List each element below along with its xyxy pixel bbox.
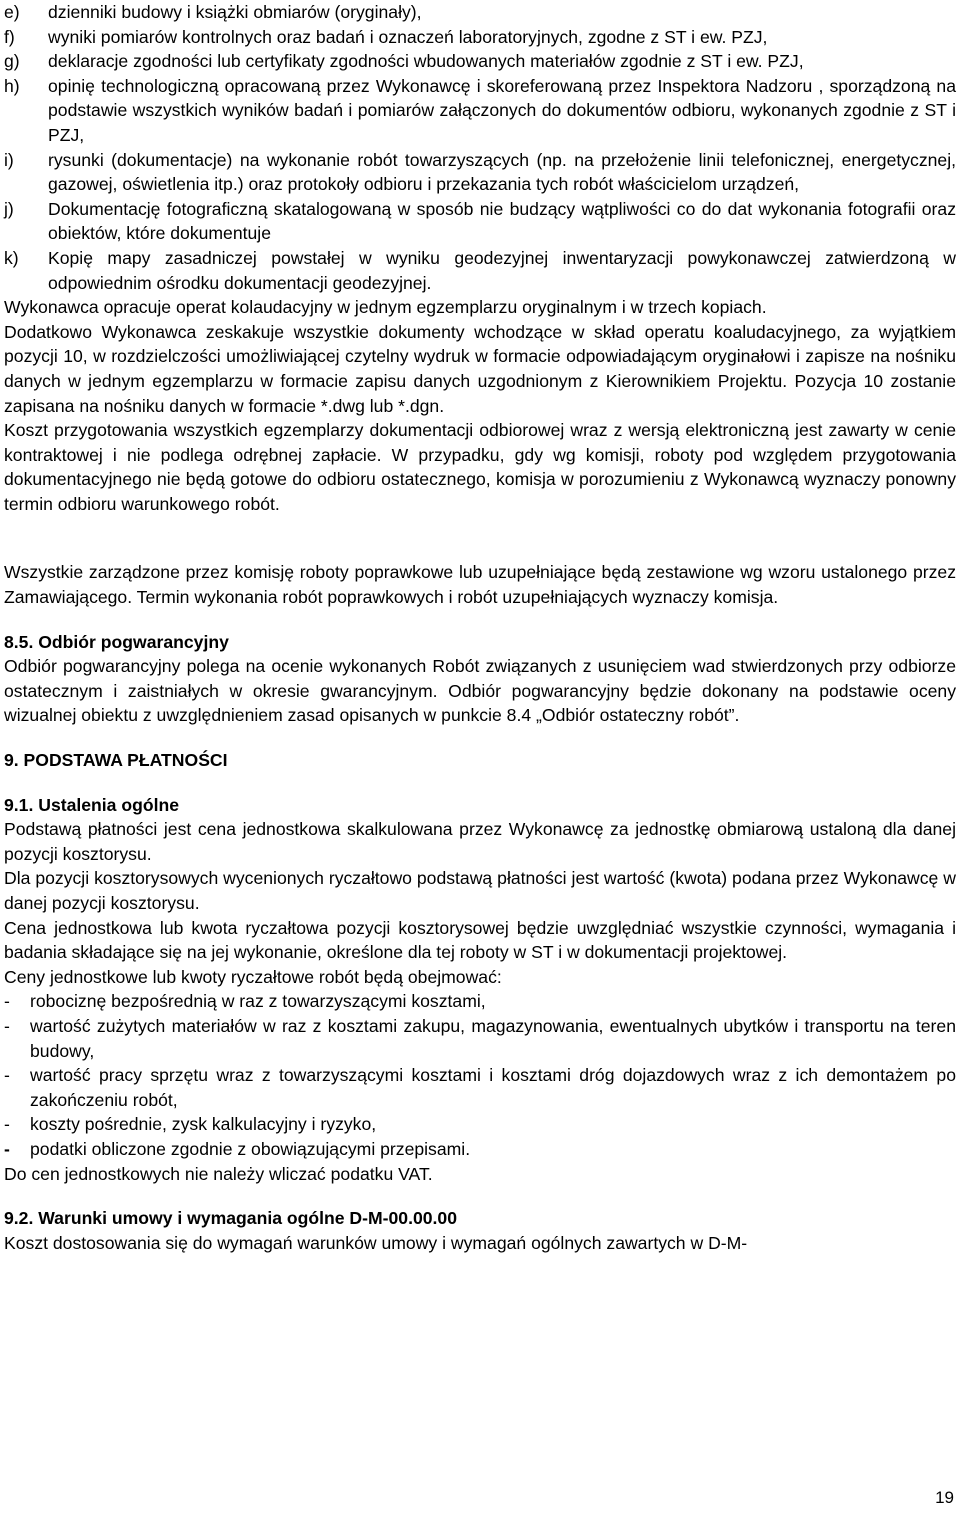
list-marker: j)	[4, 198, 14, 219]
paragraph-vat: Do cen jednostkowych nie należy wliczać podatku VAT.	[4, 1163, 433, 1184]
paragraph-dostosowanie: Koszt dostosowania się do wymagań warunków umowy i wymagań ogólnych zawartych w D-M-	[4, 1232, 748, 1253]
list-item-h	[4, 74, 956, 148]
section-heading-9-2: 9.2. Warunki umowy i wymagania ogólne D-M-00.00.00	[4, 1208, 457, 1229]
dash-marker: -	[4, 1065, 10, 1086]
list-text: deklaracje zgodności lub certyfikaty zgodności wbudowanych materiałów zgodnie z ST i ew. PZJ,	[48, 51, 804, 72]
dash-text: robociznę bezpośrednią w raz z towarzyszącymi kosztami,	[30, 991, 486, 1012]
list-text: dzienniki budowy i książki obmiarów (oryginały),	[48, 2, 422, 22]
section-heading-9-1: 9.1. Ustalenia ogólne	[4, 794, 180, 815]
list-item-f	[4, 25, 956, 50]
dash-marker: -	[4, 1138, 10, 1159]
dash-marker: -	[4, 991, 10, 1012]
paragraph-podstawa: Podstawą płatności jest cena jednostkowa skalkulowana przez Wykonawcę za jednostkę obmiarową ustaloną dla danej pozycji kosztorysu.	[4, 819, 956, 864]
paragraph-koszt: Koszt przygotowania wszystkich egzemplarzy dokumentacji odbiorowej wraz z wersją elektroniczną jest zawarty w cenie kontraktowej i nie podlega odrębnej zapłacie. W przypadku, gdy wg komisji, roboty pod względem przygotowania dokumentacyjnego nie będą gotowe do odbioru ostatecznego, komisja w porozumieniu z Wykonawcą wyznaczy ponowny termin odbioru warunkowego robót.	[4, 420, 956, 514]
dash-item	[4, 989, 956, 1014]
paragraph-poprawkowe: Wszystkie zarządzone przez komisję roboty poprawkowe lub uzupełniające będą zestawione wg wzoru ustalonego przez Zamawiającego. Termin wykonania robót poprawkowych i robót uzupełniających wyznaczy komisja.	[4, 562, 956, 608]
list-text: rysunki (dokumentacje) na wykonanie robót towarzyszących (np. na przełożenie linii telefonicznej, energetycznej, gazowej, oświetlenia itp.) oraz protokoły odbioru i przekazania tych robót właścicielom urządzeń,	[48, 149, 956, 195]
dash-text: wartość pracy sprzętu wraz z towarzyszącymi kosztami i kosztami dróg dojazdowych wraz z ich demontażem po zakończeniu robót,	[30, 1065, 956, 1110]
list-item-e	[4, 0, 956, 25]
dash-text: podatki obliczone zgodnie z obowiązującymi przepisami.	[30, 1138, 471, 1159]
list-item-i	[4, 148, 956, 197]
dash-marker: -	[4, 1114, 10, 1135]
dash-text: wartość zużytych materiałów w raz z kosztami zakupu, magazynowania, ewentualnych ubytków i transportu na teren budowy,	[30, 1015, 956, 1061]
list-marker: h)	[4, 75, 20, 96]
paragraph-operat: Wykonawca opracuje operat kolaudacyjny w jednym egzemplarzu oryginalnym i w trzech kopiach.	[4, 297, 767, 318]
list-text: opinię technologiczną opracowaną przez Wykonawcę i skoreferowaną przez Inspektora Nadzoru , sporządzoną na podstawie wszystkich wyników badań i pomiarów załączonych do dokumentów odbioru, wykonanych zgodnie z ST i PZJ,	[48, 75, 956, 145]
list-text: Dokumentację fotograficzną skatalogowaną w sposób nie budzący wątpliwości co do dat wykonania fotografii oraz obiektów, które dokumentuje	[48, 198, 956, 244]
dash-item	[4, 1137, 956, 1162]
paragraph-pogwarancyjny: Odbiór pogwarancyjny polega na ocenie wykonanych Robót związanych z usunięciem wad stwierdzonych przy odbiorze ostatecznym i zaistniałych w okresie gwarancyjnym. Odbiór pogwarancyjny będzie dokonany na podstawie oceny wizualnej obiektu z uwzględnieniem zasad opisanych w punkcie 8.4 „Odbiór ostateczny robót”.	[4, 656, 956, 726]
section-heading-9: 9. PODSTAWA PŁATNOŚCI	[4, 750, 228, 771]
dash-item	[4, 1014, 956, 1063]
list-item-g	[4, 49, 956, 74]
paragraph-dodatkowo: Dodatkowo Wykonawca zeskakuje wszystkie dokumenty wchodzące w skład operatu koaludacyjnego, za wyjątkiem pozycji 10, w rozdzielczości umożliwiającej czytelny wydruk w formacie odpowiadającym oryginałowi i zapisze na nośniku danych w jednym egzemplarzu w formacie zapisu danych uzgodnionym z Kierownikiem Projektu. Pozycja 10 zostanie zapisana na nośniku danych w formacie *.dwg lub *.dgn.	[4, 321, 956, 416]
paragraph-ryczalt: Dla pozycji kosztorysowych wycenionych ryczałtowo podstawą płatności jest wartość (kwota) podana przez Wykonawcę w danej pozycji kosztorysu.	[4, 868, 956, 913]
list-marker: k)	[4, 247, 19, 268]
section-heading-8-5: 8.5. Odbiór pogwarancyjny	[4, 631, 229, 652]
list-item-j	[4, 197, 956, 246]
page-number: 19	[935, 1488, 954, 1507]
paragraph-cena: Cena jednostkowa lub kwota ryczałtowa pozycji kosztorysowej będzie uwzględniać wszystkie czynności, wymagania i badania składające się na jej wykonanie, określone dla tej roboty w ST i w dokumentacji projektowej.	[4, 917, 956, 963]
list-text: Kopię mapy zasadniczej powstałej w wyniku geodezyjnej inwentaryzacji powykonawczej zatwierdzoną w odpowiednim ośrodku dokumentacji geodezyjnej.	[48, 247, 956, 293]
dash-marker: -	[4, 1015, 10, 1036]
list-marker: i)	[4, 149, 14, 170]
list-text: wyniki pomiarów kontrolnych oraz badań i oznaczeń laboratoryjnych, zgodne z ST i ew. PZJ,	[48, 26, 768, 47]
document-page	[4, 0, 956, 1255]
list-item-k	[4, 246, 956, 295]
list-marker: g)	[4, 51, 20, 72]
dash-item	[4, 1063, 956, 1112]
dash-text: koszty pośrednie, zysk kalkulacyjny i ryzyko,	[30, 1114, 377, 1135]
list-marker: e)	[4, 2, 20, 22]
dash-item	[4, 1112, 956, 1137]
paragraph-ceny: Ceny jednostkowe lub kwoty ryczałtowe robót będą obejmować:	[4, 966, 502, 987]
list-marker: f)	[4, 26, 15, 47]
